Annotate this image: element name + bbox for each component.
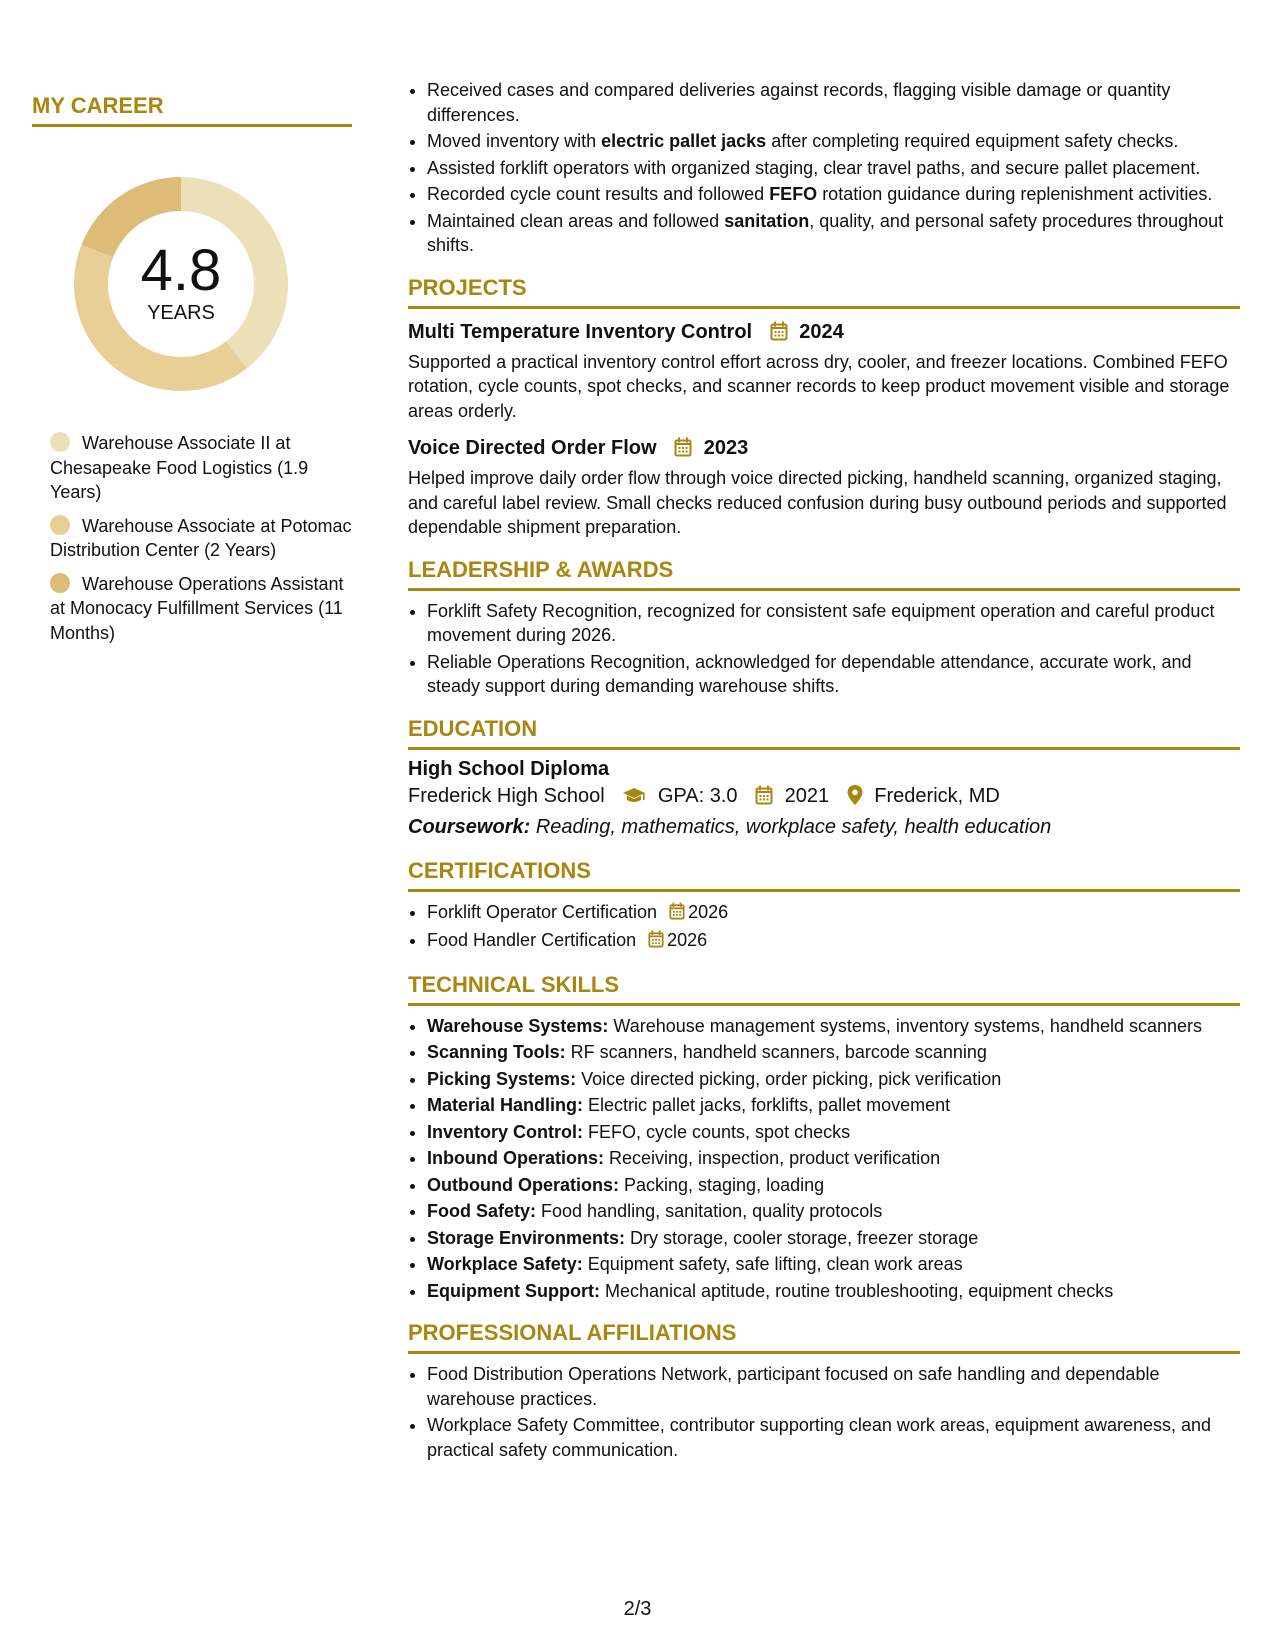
project-year: 2024 [799,320,844,343]
skills-list [408,1014,1240,1304]
coursework-label: Coursework: [408,815,531,838]
legend-label: Warehouse Operations Assistant at Monocacy Fulfillment Services (11 Months) [50,573,344,643]
bold-keyword: sanitation [724,210,810,231]
skill-values: Receiving, inspection, product verification [604,1148,941,1168]
education-rule [408,747,1240,750]
skill-item [427,1199,1240,1224]
main-column [408,78,1240,1464]
affiliation-item: • Food Distribution Operations Network, participant focused on safe handling and dependable warehouse practices. [427,1362,1240,1411]
skill-item [427,1014,1240,1039]
legend-dot [50,515,70,535]
certifications-section [408,857,1240,955]
skill-category: Storage Environments: [427,1227,626,1248]
skill-item [427,1173,1240,1198]
career-rule [32,124,352,127]
career-legend [32,431,352,645]
career-sidebar [32,92,352,654]
legend-dot [50,573,70,593]
affiliations-section [408,1319,1240,1462]
legend-label: Warehouse Associate II at Chesapeake Food Logistics (1.9 Years) [50,433,309,502]
skills-rule [408,1003,1240,1006]
skill-category: Material Handling: [427,1095,584,1115]
skill-category: Workplace Safety: [427,1254,583,1274]
skill-values: Packing, staging, loading [618,1174,825,1195]
certification-year: 2026 [667,930,708,950]
certifications-list [408,900,1240,955]
coursework-list: Reading, mathematics, workplace safety, health education [535,815,1052,838]
skill-values: Food handling, sanitation, quality protocols [536,1201,883,1221]
skill-item [427,1040,1240,1065]
skill-category: Inbound Operations: [427,1148,604,1168]
leadership-list [408,599,1240,699]
skill-values: Mechanical aptitude, routine troubleshooting, equipment checks [599,1280,1114,1301]
bullet-text: , quality, and personal safety procedures throughout shifts. [427,210,1224,255]
skill-category: Food Safety: [427,1201,537,1221]
skill-item [427,1146,1240,1171]
career-donut [66,169,296,399]
project-description: Supported a practical inventory control effort across dry, cooler, and freezer locations. Combined FEFO rotation, cycle counts, spot checks, and scanner records to keep product movement visible and storage areas orderly. [408,351,1230,421]
projects-rule [408,306,1240,309]
skill-values: Equipment safety, safe lifting, clean work areas [582,1254,963,1274]
project-year: 2023 [703,437,749,459]
career-title: MY CAREER [32,93,164,118]
school-name: Frederick High School [408,784,605,807]
career-legend-item [32,431,352,505]
certification-name: Food Handler Certification [427,930,637,950]
legend-dot [50,432,70,452]
bold-keyword: FEFO [769,184,818,204]
skill-values: Warehouse management systems, inventory systems, handheld scanners [608,1015,1203,1036]
skill-category: Scanning Tools: [427,1042,566,1062]
affiliations-rule [408,1351,1240,1354]
leadership-item: • Forklift Safety Recognition, recognized for consistent safe equipment operation and careful product movement during 2026. [427,599,1240,648]
skill-item [427,1067,1240,1092]
certifications-rule [408,889,1240,892]
experience-bullet [427,129,1240,154]
donut-center [66,169,296,399]
experience-bullet [427,209,1240,258]
project-description: Helped improve daily order flow through voice directed picking, handheld scanning, organized staging, and careful label review. Small checks reduced confusion during busy outbound periods and supported dependable shipment preparation. [408,468,1227,537]
bullet-text: after completing required equipment safety checks. [766,131,1179,151]
certification-item [427,900,1240,927]
career-total-unit: YEARS [147,302,215,324]
experience-bullets [408,78,1240,258]
skills-title: TECHNICAL SKILLS [408,971,620,997]
leadership-rule [408,588,1240,591]
education-section [408,715,1240,841]
experience-bullet [427,78,1240,127]
school-location: Frederick, MD [874,784,1000,807]
skill-category: Outbound Operations: [427,1174,619,1195]
leadership-item: • Reliable Operations Recognition, acknowledged for dependable attendance, accurate work, and steady support during demanding warehouse shifts. [427,650,1240,699]
certification-name: Forklift Operator Certification [427,901,658,922]
bullet-text: Maintained clean areas and followed [427,210,725,231]
legend-label: Warehouse Associate at Potomac Distribution Center (2 Years) [50,515,352,560]
certification-year: 2026 [688,901,729,922]
skill-values: RF scanners, handheld scanners, barcode scanning [565,1042,987,1062]
skill-category: Warehouse Systems: [427,1015,609,1036]
project-name: Voice Directed Order Flow [408,437,657,459]
skills-section [408,971,1240,1304]
calendar-icon [674,437,692,464]
calendar-icon [770,321,788,348]
gpa: GPA: 3.0 [657,784,738,807]
skill-values: Dry storage, cooler storage, freezer storage [625,1227,979,1248]
skill-values: Voice directed picking, order picking, pick verification [576,1068,1002,1089]
graduation-cap-icon [622,785,646,813]
education-title: EDUCATION [408,715,538,741]
calendar-icon [669,902,685,927]
skill-item [427,1120,1240,1145]
bullet-text: Moved inventory with [427,131,602,151]
page-number: 2/3 [623,1598,652,1620]
bold-keyword: electric pallet jacks [601,131,767,151]
location-pin-icon [847,785,863,813]
graduation-year: 2021 [784,784,830,807]
degree-name: High School Diploma [408,757,610,780]
skill-item [427,1279,1240,1304]
skill-category: Equipment Support: [427,1280,600,1301]
skill-category: Picking Systems: [427,1068,577,1089]
leadership-title: LEADERSHIP & AWARDS [408,556,674,582]
bullet-text: Received cases and compared deliveries against records, flagging visible damage or quantity differences. [427,80,1171,125]
bullet-text: rotation guidance during replenishment activities. [817,184,1213,204]
skill-values: FEFO, cycle counts, spot checks [583,1121,851,1142]
certification-item [427,928,1240,955]
calendar-icon [648,930,664,955]
coursework [408,813,1240,841]
career-total-value: 4.8 [140,238,222,303]
experience-bullet [427,182,1240,207]
skill-category: Inventory Control: [427,1121,583,1142]
affiliation-item: • Workplace Safety Committee, contributor supporting clean work areas, equipment awareness, and practical safety communication. [427,1413,1240,1462]
skill-item [427,1093,1240,1118]
project-title [408,319,1240,348]
skill-item [427,1252,1240,1277]
projects-section [408,274,1240,540]
education-details [408,782,1240,813]
project-title [408,435,1240,464]
career-legend-item [32,514,352,563]
skill-values: Electric pallet jacks, forklifts, pallet movement [583,1095,951,1115]
affiliations-title: PROFESSIONAL AFFILIATIONS [408,1320,737,1345]
bullet-text: Recorded cycle count results and followed [427,184,770,204]
affiliations-list [408,1362,1240,1462]
projects-title: PROJECTS [408,274,527,300]
calendar-icon [755,785,773,813]
career-legend-item [32,572,352,646]
certifications-title: CERTIFICATIONS [408,857,591,883]
skill-item [427,1226,1240,1251]
bullet-text: Assisted forklift operators with organized staging, clear travel paths, and secure pallet placement. [427,157,1201,178]
leadership-section [408,556,1240,699]
experience-bullet [427,156,1240,181]
project-name: Multi Temperature Inventory Control [408,320,753,343]
